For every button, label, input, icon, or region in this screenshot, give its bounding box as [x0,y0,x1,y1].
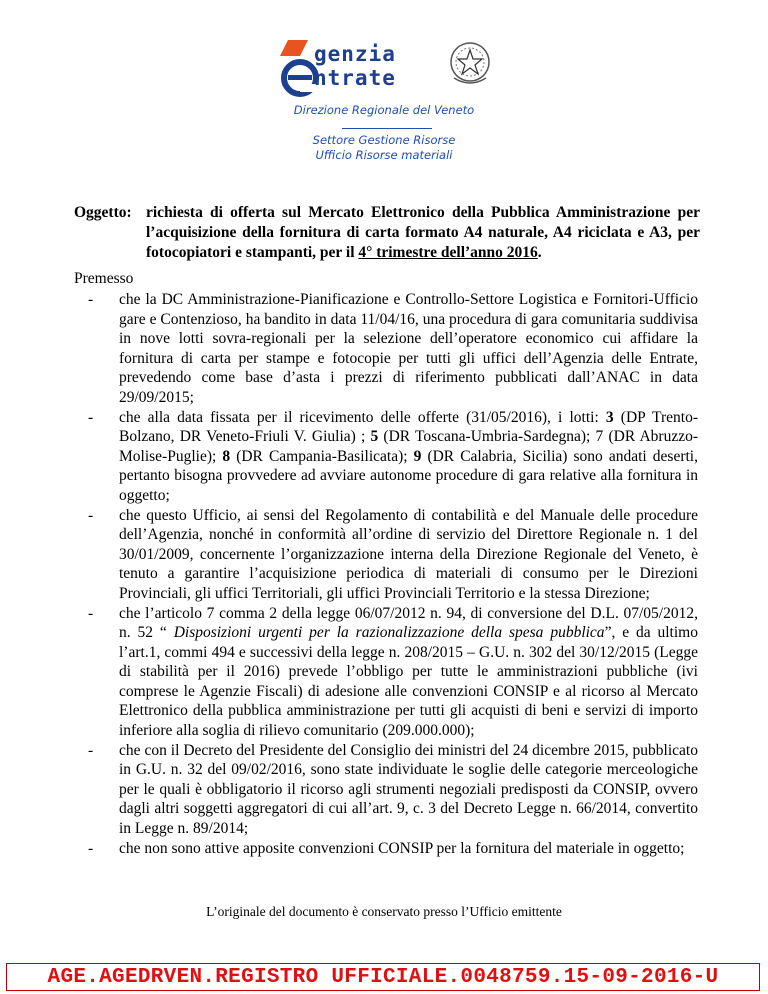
direzione-regionale: Direzione Regionale del Veneto [293,103,475,117]
header-divider [342,128,432,129]
list-item-text: che questo Ufficio, ai sensi del Regolamento di contabilità e del Manuale delle procedure dell’Agenzia, nonché in conformità all’ordine di servizio del Direttore Regionale n. 1 del 30/01/2009, concernente l’organizzazione interna della Direzione Regionale del Veneto, è tenuto a garantire l’acquisizione periodica di materiali di consumo per le Direzioni Provinciali, gli uffici Territoriali, gli uffici Provinciali Territorio e la stessa Direzione; [119,506,698,602]
lot-number: 8 [222,447,231,465]
original-document-note: L’originale del documento è conservato presso l’Ufficio emittente [206,904,562,919]
oggetto-text [146,203,700,263]
oggetto-text-end: . [537,244,542,261]
list-item [88,506,698,604]
list-item-text: che alla data fissata per il ricevimento delle offerte (31/05/2016), i lotti: [119,408,606,426]
lot-number: 5 [370,428,379,446]
protocol-stamp [6,963,760,991]
list-item-text: ”, e da ultimo l’art.1, commi 494 e successivi della legge n. 208/2015 – G.U. n. 302 del 30/12/2015 (Legge di stabilità per il 2016) prevede l’obbligo per tutte le amministrazioni pubbliche (ivi comprese le Agenzie Fiscali) di adesione alle convenzioni CONSIP e al ricorso al Mercato Elettronico della pubblica amministrazione per tutti gli acquisti di beni e servizi di importo inferiore alla soglia di rilievo comunitario (209.000.000); [119,624,698,740]
oggetto-period: 4° trimestre dell’anno 2016 [358,244,538,261]
decree-title: Disposizioni urgenti per la razionalizzazione della spesa pubblica [173,624,605,642]
oggetto-text-main: richiesta di offerta sul Mercato Elettronico della Pubblica Amministrazione per l’acquisizione della fornitura di carta formato A4 naturale, A4 riciclata e A3, per fotocopiatori e stampanti, per il [146,204,700,261]
list-item-text: (DR Campania-Basilicata); [230,447,414,465]
list-dash: - [88,741,94,759]
list-dash: - [88,291,94,308]
list-item-text: che la DC Amministrazione-Pianificazione e Controllo-Settore Logistica e Fornitori-Ufficio gare e Contenzioso, ha bandito in data 11/04/16, una procedura di gara comunitaria suddivisa in nove lotti sovra-regionali per la selezione dell’operatore economico cui affidare la fornitura di carta per stampe e fotocopie per tutti gli uffici dell’Agenzia delle Entrate, prevedendo come base d’asta i prezzi di riferimento pubblicati dall’ANAC in data 29/09/2015; [119,291,698,406]
list-item-text: (DP Trento-Bolzano, DR Veneto-Friuli V. Giulia) ; [119,408,698,446]
agenzia-entrate-logo [278,38,498,100]
list-dash: - [88,408,94,426]
list-dash: - [88,506,94,524]
list-dash: - [88,839,94,857]
oggetto-block [74,203,700,263]
list-item-text: che con il Decreto del Presidente del Consiglio dei ministri del 24 dicembre 2015, pubblicato in G.U. n. 32 del 09/02/2016, sono state individuate le soglie delle categorie merceologiche per le quali è obbligatorio il ricorso agli strumenti negoziali predisposti da CONSIP, ovvero dagli altri soggetti aggregatori di cui all’art. 9, c. 3 del Decreto Legge n. 66/2014, convertito in Legge n. 89/2014; [119,741,698,838]
settore-label: Settore Gestione Risorse [312,133,456,147]
protocol-number: AGE.AGEDRVEN.REGISTRO UFFICIALE.0048759.15-09-2016-U [47,966,719,989]
list-item-text: (DR Calabria, Sicilia) sono andati deserti, pertanto bisogna provvedere ad avviare autonome procedure di gara relative alla fornitura in oggetto; [119,447,698,504]
logo-word-genzia: genzia [314,42,396,66]
list-dash: - [88,604,94,622]
lot-number: 9 [413,447,422,465]
list-item-text: che non sono attive apposite convenzioni CONSIP per la fornitura del materiale in oggetto; [119,839,685,857]
premesse-list [88,290,698,858]
oggetto-label: Oggetto: [74,204,132,221]
list-item-text: (DR Toscana-Umbria-Sardegna); 7 (DR Abruzzo-Molise-Puglie); [119,428,698,465]
lot-number: 3 [605,408,614,426]
premesso-heading: Premesso [74,270,134,287]
ufficio-label: Ufficio Risorse materiali [315,148,453,162]
list-item [88,839,698,859]
logo-word-ntrate: ntrate [314,66,396,90]
list-item-text: che l’articolo 7 comma 2 della legge 06/07/2012 n. 94, di conversione del D.L. 07/05/2012, n. 52 “ [119,604,698,642]
list-item [88,408,698,506]
list-item [88,290,698,408]
italian-republic-emblem-icon [448,38,492,88]
list-item [88,741,698,839]
list-item [88,604,698,741]
